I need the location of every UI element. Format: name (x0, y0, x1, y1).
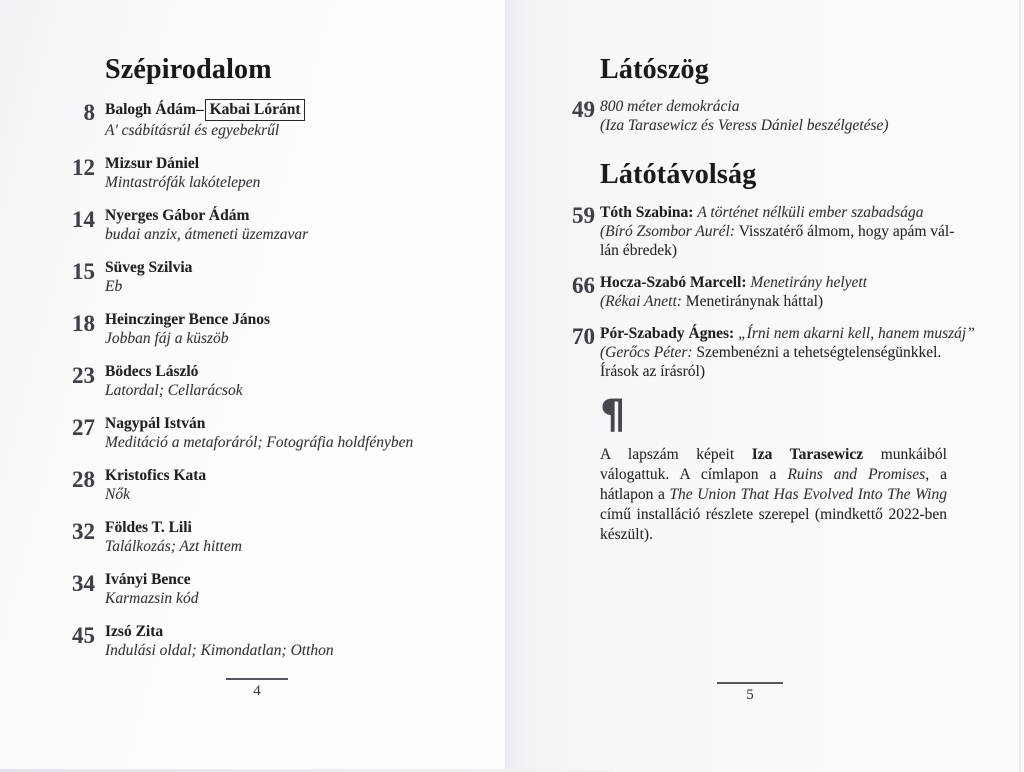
toc-entry (565, 324, 985, 381)
toc-entry (60, 258, 470, 296)
entry-page-number: 12 (72, 155, 95, 180)
toc-entry (60, 414, 470, 452)
left-page (60, 55, 470, 660)
entry-title: A' csábításrúl és egyebekrűl (105, 122, 280, 139)
artwork-title: Ruins and Promises (787, 466, 926, 483)
entry-author: Mizsur Dániel (105, 155, 199, 172)
toc-entry (60, 310, 470, 348)
toc-entry (565, 273, 985, 311)
artwork-title: The Union That Has Evolved Into The Wing (669, 486, 947, 503)
entry-author: Iványi Bence (105, 571, 191, 588)
entry-author: Földes T. Lili (105, 519, 192, 536)
entry-page-number: 27 (72, 415, 95, 440)
entry-title-line: Tóth Szabina: A történet nélküli ember szabadsága (600, 204, 924, 221)
left-page-footer (226, 678, 288, 700)
colophon-paragraph: A lapszám képeit Iza Tarasewicz munkáiból válogattuk. A címlapon a Ruins and Promises, a hátlapon a The Union That Has Evolved Into The Wing című installáció részlete szerepel (mindkettő 2022-ben készült). (600, 446, 947, 543)
entry-title: Eb (105, 278, 123, 295)
entry-page-number: 32 (72, 519, 95, 544)
toc-entry (60, 622, 470, 660)
toc-list-left (60, 99, 470, 660)
toc-entry (60, 518, 470, 556)
entry-page-number: 49 (572, 97, 595, 122)
artist-name: Iza Tarasewicz (751, 446, 864, 463)
footer-rule (717, 682, 783, 684)
right-page (565, 55, 985, 545)
entry-title: Találkozás; Azt hittem (105, 538, 242, 555)
entry-title: Indulási oldal; Kimondatlan; Otthon (105, 642, 334, 659)
entry-title: Latordal; Cellarácsok (105, 382, 243, 399)
entry-author: Bödecs László (105, 363, 199, 380)
footer-rule (226, 678, 288, 680)
entry-page-number: 66 (572, 273, 595, 298)
entry-title: 800 méter demokrácia (600, 98, 740, 115)
scan-right-edge (1019, 0, 1021, 772)
entry-author: Süveg Szilvia (105, 259, 193, 276)
pilcrow-icon: ¶ (600, 392, 626, 438)
toc-entry (60, 466, 470, 504)
right-page-footer (717, 682, 783, 704)
entry-page-number: 70 (572, 324, 595, 349)
entry-page-number: 34 (72, 571, 95, 596)
toc-entry (60, 362, 470, 400)
section-heading-latoszog: Látószög (600, 54, 709, 85)
entry-author: Heinczinger Bence János (105, 311, 271, 328)
section-heading-szepirodalom: Szépirodalom (105, 54, 272, 85)
entry-title-line: Hocza-Szabó Marcell: Menetirány helyett (600, 274, 868, 291)
entry-page-number: 14 (72, 207, 95, 232)
entry-note-line: (Rékai Anett: Menetiránynak háttal) (600, 293, 824, 310)
entry-title: budai anzix, átmeneti üzemzavar (105, 226, 309, 243)
page-number: 4 (253, 683, 261, 699)
entry-note: (Iza Tarasewicz és Veress Dániel beszélgetése) (600, 117, 889, 134)
toc-entry (60, 99, 470, 140)
toc-entry (565, 203, 985, 260)
entry-page-number: 15 (72, 259, 95, 284)
entry-author: Balogh Ádám– Kabai Lóránt (105, 99, 305, 121)
entry-title: Jobban fáj a küszöb (105, 330, 229, 347)
entry-page-number: 28 (72, 467, 95, 492)
entry-author: Kristofics Kata (105, 467, 207, 484)
toc-entry (565, 97, 985, 135)
entry-title: Nők (105, 486, 130, 503)
entry-page-number: 8 (83, 100, 95, 125)
entry-author: Izsó Zita (105, 623, 164, 640)
toc-entry (60, 206, 470, 244)
entry-title-line: Pór-Szabady Ágnes: „Írni nem akarni kell, hanem muszáj” (600, 325, 975, 342)
boxed-author-name: Kabai Lóránt (205, 99, 306, 121)
toc-entry (60, 570, 470, 608)
entry-title: Mintastrófák lakótelepen (105, 174, 261, 191)
entry-title: Karmazsin kód (105, 590, 199, 607)
page-number: 5 (746, 687, 754, 703)
entry-note-line: Írások az írásról) (600, 363, 706, 380)
entry-title: Meditáció a metaforáról; Fotográfia holdfényben (105, 434, 414, 451)
entry-note-line: (Bíró Zsombor Aurél: Visszatérő álmom, hogy apám vál- (600, 223, 955, 240)
entry-author: Nagypál István (105, 415, 206, 432)
entry-page-number: 59 (572, 203, 595, 228)
entry-page-number: 23 (72, 363, 95, 388)
toc-entry (60, 154, 470, 192)
entry-note-line: (Gerőcs Péter: Szembenézni a tehetségtelenségünkkel. (600, 344, 942, 361)
entry-author: Nyerges Gábor Ádám (105, 207, 250, 224)
section-heading-latotavolsag: Látótávolság (600, 159, 757, 190)
entry-page-number: 18 (72, 311, 95, 336)
entry-note-line: lán ébredek) (600, 242, 678, 259)
entry-page-number: 45 (72, 623, 95, 648)
